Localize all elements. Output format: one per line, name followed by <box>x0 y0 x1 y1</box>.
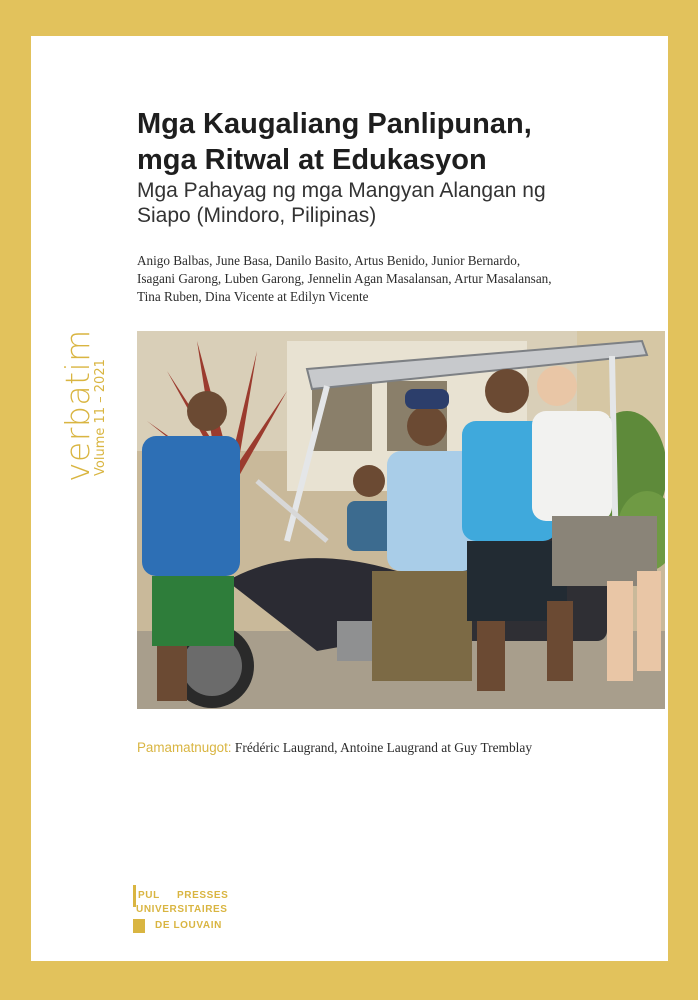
title-line-1: Mga Kaugaliang Panlipunan, <box>137 108 532 140</box>
author-line-2: Isagani Garong, Luben Garong, Jennelin Agan Masalansan, Artur Masalansan, <box>137 271 552 287</box>
publisher-logo <box>133 885 253 937</box>
publisher-abbr: PUL <box>138 890 160 901</box>
cover-photo <box>137 331 665 709</box>
book-title <box>137 106 677 178</box>
logo-square-icon <box>133 919 145 933</box>
author-line-3: Tina Ruben, Dina Vicente at Edilyn Vicente <box>137 289 369 305</box>
editors-label: Pamamatnugot: <box>137 740 232 755</box>
editors-names: Frédéric Laugrand, Antoine Laugrand at Guy Tremblay <box>234 740 533 755</box>
author-line-1: Anigo Balbas, June Basa, Danilo Basito, Artus Benido, Junior Bernardo, <box>137 253 521 268</box>
series-name: verbatim <box>58 329 97 482</box>
subtitle-line-1: Mga Pahayag ng mga Mangyan Alangan ng <box>137 179 546 202</box>
series-label <box>32 302 108 482</box>
title-line-2: mga Ritwal at Edukasyon <box>137 144 487 176</box>
author-list <box>137 252 657 307</box>
series-volume: Volume 11 – 2021 <box>93 359 108 476</box>
publisher-line-3: DE LOUVAIN <box>155 920 222 931</box>
publisher-line-1: PRESSES <box>177 890 229 901</box>
editors-line <box>137 740 657 756</box>
subtitle-line-2: Siapo (Mindoro, Pilipinas) <box>137 204 377 227</box>
photo-illustration <box>137 331 665 709</box>
publisher-line-2: UNIVERSITAIRES <box>136 904 228 915</box>
book-subtitle <box>137 178 657 228</box>
